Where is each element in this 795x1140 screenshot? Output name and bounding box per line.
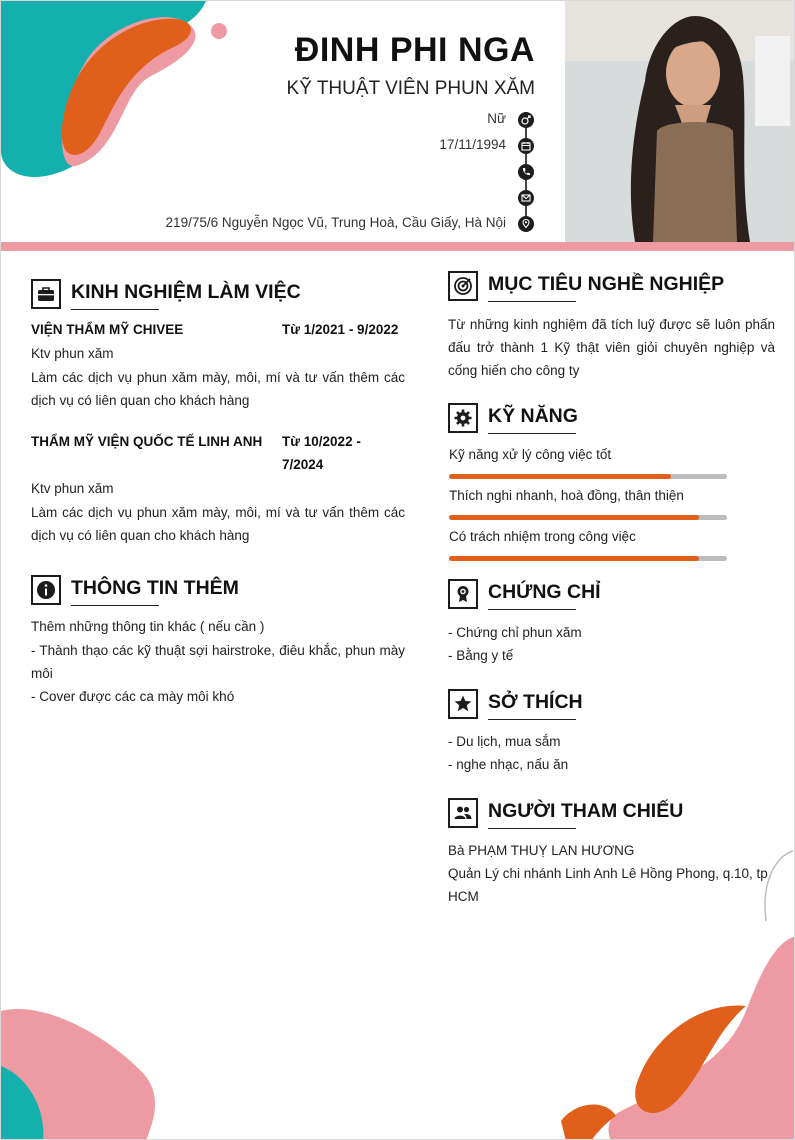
target-icon [448,271,478,301]
skills-section-header [448,403,788,435]
cv-header [1,1,795,243]
address-value: 219/75/6 Nguyễn Ngọc Vũ, Trung Hoà, Cầu Giấy, Hà Nội [165,215,506,230]
birthdate-value: 17/11/1994 [439,137,506,152]
experience-section-header [31,279,411,311]
extra-info-line-1: Thêm những thông tin khác ( nếu cần ) [31,619,265,634]
skill-3-fill [449,556,699,561]
phone-icon [518,164,534,180]
references-section-title: NGƯỜI THAM CHIẾU [488,800,684,822]
skill-2-label: Thích nghi nhanh, hoà đồng, thân thiện [449,488,684,503]
star-icon [448,689,478,719]
objective-section-header [448,271,788,303]
reference-name: Bà PHẠM THUỴ LAN HƯƠNG [448,843,635,858]
candidate-name: ĐINH PHI NGA [294,31,535,69]
header-divider-bar [1,242,795,251]
extra-info-line-2: - Thành thạo các kỹ thuật sợi hairstroke, điêu khắc, phun mày môi [31,643,405,681]
extra-info-section-title: THÔNG TIN THÊM [71,577,239,599]
hobbies-section-title: SỞ THÍCH [488,691,583,713]
experience-2-role: Ktv phun xăm [31,481,114,496]
email-icon [518,190,534,206]
skill-1-fill [449,474,671,479]
skill-1-label: Kỹ năng xử lý công việc tốt [449,447,612,462]
skill-3-label: Có trách nhiệm trong công việc [449,529,636,544]
reference-position: Quản Lý chi nhánh Linh Anh Lê Hồng Phong, q.10, tp. HCM [448,866,772,904]
experience-1-role: Ktv phun xăm [31,346,114,361]
skill-1-bar [449,474,727,479]
section-underline [488,719,576,720]
profile-photo [565,1,795,242]
certificate-line-1: - Chứng chỉ phun xăm [448,625,582,640]
gear-icon [448,403,478,433]
experience-2-description: Làm các dịch vụ phun xăm mày, môi, mí và tư vấn thêm các dịch vụ có liên quan cho khách hàng [31,505,405,543]
info-icon [31,575,61,605]
location-icon [518,216,534,232]
section-underline [71,309,159,310]
experience-2-period: Từ 10/2022 - 7/2024 [282,434,361,472]
experience-1-period: Từ 1/2021 - 9/2022 [282,322,399,337]
decorative-shapes-bottom-right [561,841,795,1140]
calendar-icon [518,138,534,154]
skill-2-bar [449,515,727,520]
section-underline [488,828,576,829]
references-section-header [448,798,788,830]
section-underline [488,433,576,434]
candidate-job-title: KỸ THUẬT VIÊN PHUN XĂM [286,78,535,99]
objective-text: Từ những kinh nghiệm đã tích luỹ được sẽ luôn phấn đấu trở thành 1 Kỹ thật viên giỏi chuyên nghiệp và cống hiến cho công ty [448,317,775,378]
hobby-line-2: - nghe nhạc, nấu ăn [448,757,569,772]
gender-icon [518,112,534,128]
experience-1-company: VIỆN THẨM MỸ CHIVEE [31,322,184,337]
experience-2-company: THẨM MỸ VIỆN QUỐC TẾ LINH ANH [31,434,263,449]
section-underline [71,605,159,606]
gender-value: Nữ [487,111,506,126]
experience-section-title: KINH NGHIỆM LÀM VIỆC [71,281,301,303]
extra-info-section-header [31,575,411,607]
briefcase-icon [31,279,61,309]
hobbies-section-header [448,689,788,721]
section-underline [488,301,576,302]
hobby-line-1: - Du lịch, mua sắm [448,734,561,749]
award-icon [448,579,478,609]
skill-2-fill [449,515,699,520]
certificates-section-header [448,579,788,611]
people-icon [448,798,478,828]
certificate-line-2: - Bằng y tế [448,648,514,663]
experience-1-description: Làm các dịch vụ phun xăm mày, môi, mí và tư vấn thêm các dịch vụ có liên quan cho khách hàng [31,370,405,408]
extra-info-line-3: - Cover được các ca mày môi khó [31,689,235,704]
skills-section-title: KỸ NĂNG [488,405,578,427]
skill-3-bar [449,556,727,561]
objective-section-title: MỤC TIÊU NGHỀ NGHIỆP [488,273,725,295]
decorative-shapes-top-left [1,1,241,191]
certificates-section-title: CHỨNG CHỈ [488,581,601,603]
decorative-shapes-bottom-left [1,991,161,1140]
section-underline [488,609,576,610]
